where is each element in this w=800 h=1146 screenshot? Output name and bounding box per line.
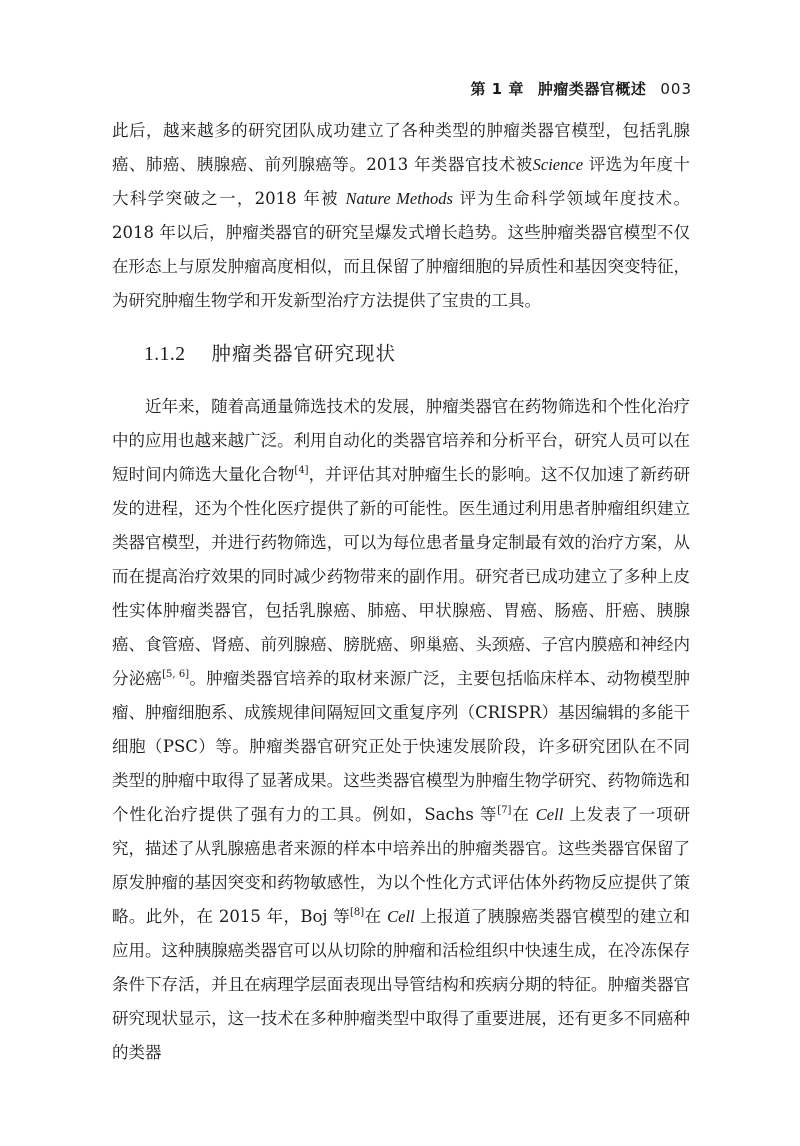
journal-name: Nature Methods — [345, 189, 453, 208]
paragraph-text: 在 — [511, 805, 536, 824]
paragraph-text: ，并评估其对肿瘤生长的影响。这不仅加速了新药研发的进程，还为个性化医疗提供了新的可能性。医生通过利用患者肿瘤组织建立类器官模型，并进行药物筛选，可以为每位患者量身定制最有效的治疗方案，从而在提高治疗效果的同时减少药物带来的副作用。研究者已成功建立了多种上皮性实体肿瘤类器官，包括乳腺癌、肺癌、甲状腺癌、胃癌、肠癌、肝癌、胰腺癌、食管癌、肾癌、前列腺癌、膀胱癌、卵巢癌、头颈癌、子宫内膜癌和神经内分泌癌 — [112, 465, 691, 688]
citation-ref: [4] — [294, 465, 309, 476]
citation-ref: [8] — [350, 907, 365, 918]
paragraph-text: 上报道了胰腺癌类器官模型的建立和应用。这种胰腺癌类器官可以从切除的肿瘤和活检组织中快速生成，在冷冻保存条件下存活，并且在病理学层面表现出导管结构和疾病分期的特征。肿瘤类器官研究现状显示，这一技术在多种肿瘤类型中取得了重要进展，还有更多不同癌种的类器 — [112, 907, 691, 1062]
paragraph-text: 此后，越来越多的研究团队成功建立了各种类型的肿瘤类器官模型，包括乳腺癌、肺癌、胰腺癌、前列腺癌等。2013 年类器官技术被 — [112, 121, 690, 174]
section-number: 1.1.2 — [144, 344, 186, 365]
section-heading — [112, 328, 690, 380]
paragraph-text: 近年来，随着高通量筛选技术的发展，肿瘤类器官在药物筛选和个性化治疗中的应用也越来越广泛。利用自动化的类器官培养和分析平台，研究人员可以在短时间内筛选大量化合物 — [112, 397, 690, 484]
page-number: 003 — [660, 80, 692, 98]
running-header — [470, 78, 692, 99]
page-body — [112, 114, 690, 1070]
paragraph-intro — [112, 114, 690, 318]
chapter-number: 第 1 章 — [470, 80, 524, 98]
paragraph-status — [112, 390, 690, 1070]
citation-ref: [7] — [497, 805, 512, 816]
chapter-title: 肿瘤类器官概述 — [537, 80, 647, 98]
journal-name: Science — [532, 155, 584, 174]
section-title: 肿瘤类器官研究现状 — [211, 342, 397, 365]
journal-name: Cell — [387, 907, 415, 926]
paragraph-text: 。肿瘤类器官培养的取材来源广泛，主要包括临床样本、动物模型肿瘤、肿瘤细胞系、成簇规律间隔短回文重复序列（CRISPR）基因编辑的多能干细胞（PSC）等。肿瘤类器官研究正处于快速发展阶段，许多研究团队在不同类型的肿瘤中取得了显著成果。这些类器官模型为肿瘤生物学研究、药物筛选和个性化治疗提供了强有力的工具。例如，Sachs 等 — [112, 669, 691, 824]
paragraph-text: 评选为年度十大科学突破之一，2018 年被 — [112, 155, 690, 208]
paragraph-text: 在 — [364, 907, 388, 926]
paragraph-text: 评为生命科学领域年度技术。2018 年以后，肿瘤类器官的研究呈爆发式增长趋势。这些肿瘤类器官模型不仅在形态上与原发肿瘤高度相似，而且保留了肿瘤细胞的异质性和基因突变特征，为研究肿瘤生物学和开发新型治疗方法提供了宝贵的工具。 — [112, 189, 691, 310]
journal-name: Cell — [535, 805, 564, 824]
citation-ref: [5, 6] — [162, 669, 190, 680]
paragraph-text: 上发表了一项研究，描述了从乳腺癌患者来源的样本中培养出的肿瘤类器官。这些类器官保留了原发肿瘤的基因突变和药物敏感性，为以个性化方式评估体外药物反应提供了策略。此外，在 2015 年，Boj 等 — [112, 805, 690, 926]
